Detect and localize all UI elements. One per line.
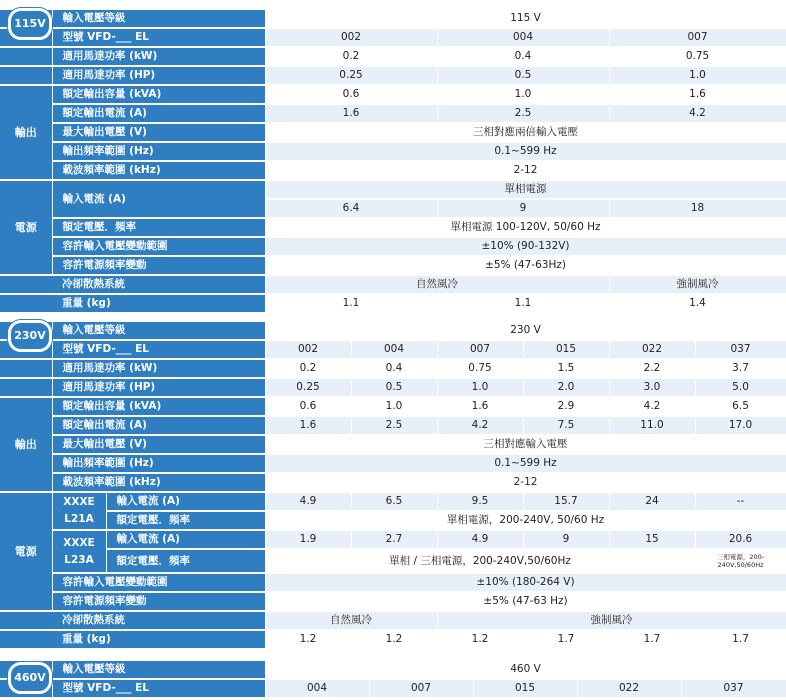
output-kva-cell: 1.0 (437, 85, 609, 104)
motor-hp-cell: 0.25 (265, 378, 351, 397)
value-input-voltage: 115 V (265, 10, 786, 28)
row-max-voltage (0, 123, 786, 142)
motor-kw-cell: 0.4 (351, 359, 437, 378)
row-frequency-tolerance (0, 256, 786, 275)
sub-l23a: XXXE L23A (52, 530, 106, 573)
row-l21a-input-current (0, 492, 786, 511)
row-output-current (0, 416, 786, 435)
voltage-badge-460v: 460V (8, 662, 52, 694)
weight-cell: 1.4 (609, 294, 786, 313)
motor-kw-cell: 0.4 (437, 47, 609, 66)
input-current-cell: 6.4 (265, 199, 437, 218)
weight-cell: 1.2 (265, 630, 351, 649)
value-output-frequency: 0.1~599 Hz (265, 454, 786, 473)
voltage-badge-115v: 115V (8, 8, 52, 40)
l23a-input-current-cell: 1.9 (265, 530, 351, 549)
output-kva-cell: 2.9 (523, 397, 609, 416)
output-kva-cell: 1.6 (609, 85, 786, 104)
label-input-current: 輸入電流 (A) (52, 180, 265, 218)
model-cell: 004 (265, 679, 369, 698)
weight-cell: 1.2 (437, 630, 523, 649)
label-model: 型號 VFD-___ EL (52, 679, 265, 698)
row-weight (0, 630, 786, 649)
motor-hp-cell: 0.5 (437, 66, 609, 85)
model-cell: 002 (265, 28, 437, 47)
row-voltage-tolerance (0, 573, 786, 592)
model-cell: 037 (681, 679, 786, 698)
label-cooling: 冷卻散熱系統 (0, 611, 265, 630)
motor-kw-cell: 0.2 (265, 47, 437, 66)
weight-cell: 1.2 (351, 630, 437, 649)
row-l23a-input-current (0, 530, 786, 549)
value-voltage-tolerance: ±10% (180-264 V) (265, 573, 786, 592)
value-l23a-rated: 單相 / 三相電源，200-240V,50/60Hz (265, 549, 695, 573)
weight-cell: 1.7 (523, 630, 609, 649)
l21a-input-current-cell: 15.7 (523, 492, 609, 511)
output-kva-cell: 0.6 (265, 85, 437, 104)
motor-hp-cell: 3.0 (609, 378, 695, 397)
group-output: 輸出 (0, 397, 52, 492)
label-max-voltage: 最大輸出電壓 (V) (52, 435, 265, 454)
output-kva-cell: 6.5 (695, 397, 786, 416)
value-frequency-tolerance: ±5% (47-63 Hz) (265, 592, 786, 611)
l21a-input-current-cell: 6.5 (351, 492, 437, 511)
model-cell: 015 (473, 679, 577, 698)
model-cell: 004 (437, 28, 609, 47)
model-cell: 007 (437, 340, 523, 359)
row-rated-voltage (0, 218, 786, 237)
output-current-cell: 11.0 (609, 416, 695, 435)
output-current-cell: 1.6 (265, 416, 351, 435)
label-motor-kw: 適用馬達功率 (kW) (52, 359, 265, 378)
row-model (0, 340, 786, 359)
row-motor-hp (0, 66, 786, 85)
model-cell: 002 (265, 340, 351, 359)
row-output-kva (0, 85, 786, 104)
label-cooling: 冷卻散熱系統 (0, 275, 265, 294)
value-carrier-frequency: 2-12 (265, 473, 786, 492)
output-kva-cell: 1.0 (351, 397, 437, 416)
value-l23a-rated-037: 三相電源，200-240V,50/60Hz (695, 549, 786, 573)
row-output-frequency (0, 454, 786, 473)
value-carrier-frequency: 2-12 (265, 161, 786, 180)
label-output-kva: 額定輸出容量 (kVA) (52, 85, 265, 104)
value-max-voltage: 三相對應兩倍輸入電壓 (265, 123, 786, 142)
row-l21a-rated (0, 511, 786, 530)
weight-cell: 1.1 (437, 294, 609, 313)
l23a-input-current-cell: 15 (609, 530, 695, 549)
motor-kw-cell: 1.5 (523, 359, 609, 378)
model-cell: 007 (369, 679, 473, 698)
value-output-frequency: 0.1~599 Hz (265, 142, 786, 161)
output-current-cell: 4.2 (437, 416, 523, 435)
value-rated-voltage: 單相電源 100-120V, 50/60 Hz (265, 218, 786, 237)
model-cell: 022 (577, 679, 681, 698)
label-l23a-rated: 額定電壓．頻率 (106, 549, 265, 573)
motor-kw-cell: 3.7 (695, 359, 786, 378)
group-power: 電源 (0, 180, 52, 275)
model-cell: 015 (523, 340, 609, 359)
value-cooling-forced: 強制風冷 (437, 611, 786, 630)
model-cell: 022 (609, 340, 695, 359)
l21a-input-current-cell: 9.5 (437, 492, 523, 511)
model-cell: 007 (609, 28, 786, 47)
motor-kw-cell: 0.75 (609, 47, 786, 66)
row-cooling (0, 611, 786, 630)
motor-hp-cell: 0.25 (265, 66, 437, 85)
row-output-frequency (0, 142, 786, 161)
label-frequency-tolerance: 容許電源頻率變動 (52, 592, 265, 611)
row-weight (0, 294, 786, 313)
motor-hp-cell: 0.5 (351, 378, 437, 397)
value-input-voltage: 460 V (265, 661, 786, 679)
row-output-kva (0, 397, 786, 416)
value-frequency-tolerance: ±5% (47-63Hz) (265, 256, 786, 275)
label-output-frequency: 輸出頻率範圍 (Hz) (52, 142, 265, 161)
l23a-input-current-cell: 2.7 (351, 530, 437, 549)
weight-cell: 1.7 (695, 630, 786, 649)
row-output-current (0, 104, 786, 123)
row-input-voltage (0, 661, 786, 679)
l21a-input-current-cell: -- (695, 492, 786, 511)
value-input-phase: 單相電源 (265, 180, 786, 199)
row-model (0, 28, 786, 47)
value-input-voltage: 230 V (265, 322, 786, 340)
row-motor-kw (0, 47, 786, 66)
model-cell: 004 (351, 340, 437, 359)
row-carrier-frequency (0, 161, 786, 180)
motor-kw-cell: 2.2 (609, 359, 695, 378)
label-l23a-input-current: 輸入電流 (A) (106, 530, 265, 549)
row-model (0, 679, 786, 698)
label-voltage-tolerance: 容許輸入電壓變動範圍 (52, 237, 265, 256)
voltage-badge-230v: 230V (8, 320, 52, 352)
group-output: 輸出 (0, 85, 52, 180)
input-current-cell: 9 (437, 199, 609, 218)
motor-hp-cell: 1.0 (437, 378, 523, 397)
l21a-input-current-cell: 24 (609, 492, 695, 511)
label-carrier-frequency: 載波頻率範圍 (kHz) (52, 161, 265, 180)
output-current-cell: 17.0 (695, 416, 786, 435)
label-l21a-rated: 額定電壓．頻率 (106, 511, 265, 530)
output-kva-cell: 1.6 (437, 397, 523, 416)
value-l21a-rated: 單相電源，200-240V, 50/60 Hz (265, 511, 786, 530)
label-output-current: 額定輸出電流 (A) (52, 104, 265, 123)
row-input-voltage (0, 322, 786, 340)
output-current-cell: 7.5 (523, 416, 609, 435)
motor-hp-cell: 5.0 (695, 378, 786, 397)
value-cooling-forced: 強制風冷 (609, 275, 786, 294)
label-rated-voltage: 額定電壓．頻率 (52, 218, 265, 237)
label-weight: 重量 (kg) (0, 630, 265, 649)
output-current-cell: 4.2 (609, 104, 786, 123)
label-motor-hp: 適用馬達功率 (HP) (52, 66, 265, 85)
label-carrier-frequency: 載波頻率範圍 (kHz) (52, 473, 265, 492)
row-frequency-tolerance (0, 592, 786, 611)
l21a-input-current-cell: 4.9 (265, 492, 351, 511)
output-kva-cell: 4.2 (609, 397, 695, 416)
l23a-input-current-cell: 4.9 (437, 530, 523, 549)
value-voltage-tolerance: ±10% (90-132V) (265, 237, 786, 256)
output-current-cell: 1.6 (265, 104, 437, 123)
row-input-current-phase (0, 180, 786, 199)
label-model: 型號 VFD-___ EL (52, 28, 265, 47)
label-motor-hp: 適用馬達功率 (HP) (52, 378, 265, 397)
motor-kw-cell: 0.75 (437, 359, 523, 378)
value-cooling-natural: 自然風冷 (265, 611, 437, 630)
label-input-voltage: 輸入電壓等級 (52, 322, 265, 340)
motor-kw-cell: 0.2 (265, 359, 351, 378)
l23a-input-current-cell: 9 (523, 530, 609, 549)
input-current-cell: 18 (609, 199, 786, 218)
label-output-frequency: 輸出頻率範圍 (Hz) (52, 454, 265, 473)
output-current-cell: 2.5 (437, 104, 609, 123)
row-voltage-tolerance (0, 237, 786, 256)
row-motor-kw (0, 359, 786, 378)
label-max-voltage: 最大輸出電壓 (V) (52, 123, 265, 142)
group-power: 電源 (0, 492, 52, 611)
motor-hp-cell: 2.0 (523, 378, 609, 397)
label-motor-kw: 適用馬達功率 (kW) (52, 47, 265, 66)
label-frequency-tolerance: 容許電源頻率變動 (52, 256, 265, 275)
weight-cell: 1.1 (265, 294, 437, 313)
weight-cell: 1.7 (609, 630, 695, 649)
value-max-voltage: 三相對應輸入電壓 (265, 435, 786, 454)
sub-l21a: XXXE L21A (52, 492, 106, 530)
label-model: 型號 VFD-___ EL (52, 340, 265, 359)
label-output-current: 額定輸出電流 (A) (52, 416, 265, 435)
row-l23a-rated (0, 549, 786, 573)
label-input-voltage: 輸入電壓等級 (52, 661, 265, 679)
spec-table-230v (0, 322, 786, 650)
row-max-voltage (0, 435, 786, 454)
row-carrier-frequency (0, 473, 786, 492)
output-current-cell: 2.5 (351, 416, 437, 435)
spec-table-460v (0, 661, 786, 699)
row-cooling (0, 275, 786, 294)
row-input-voltage (0, 10, 786, 28)
motor-hp-cell: 1.0 (609, 66, 786, 85)
value-cooling-natural: 自然風冷 (265, 275, 609, 294)
label-weight: 重量 (kg) (0, 294, 265, 313)
spec-table-115v (0, 10, 786, 314)
row-motor-hp (0, 378, 786, 397)
model-cell: 037 (695, 340, 786, 359)
l23a-input-current-cell: 20.6 (695, 530, 786, 549)
label-input-voltage: 輸入電壓等級 (52, 10, 265, 28)
label-l21a-input-current: 輸入電流 (A) (106, 492, 265, 511)
output-kva-cell: 0.6 (265, 397, 351, 416)
label-output-kva: 額定輸出容量 (kVA) (52, 397, 265, 416)
label-voltage-tolerance: 容許輸入電壓變動範圍 (52, 573, 265, 592)
